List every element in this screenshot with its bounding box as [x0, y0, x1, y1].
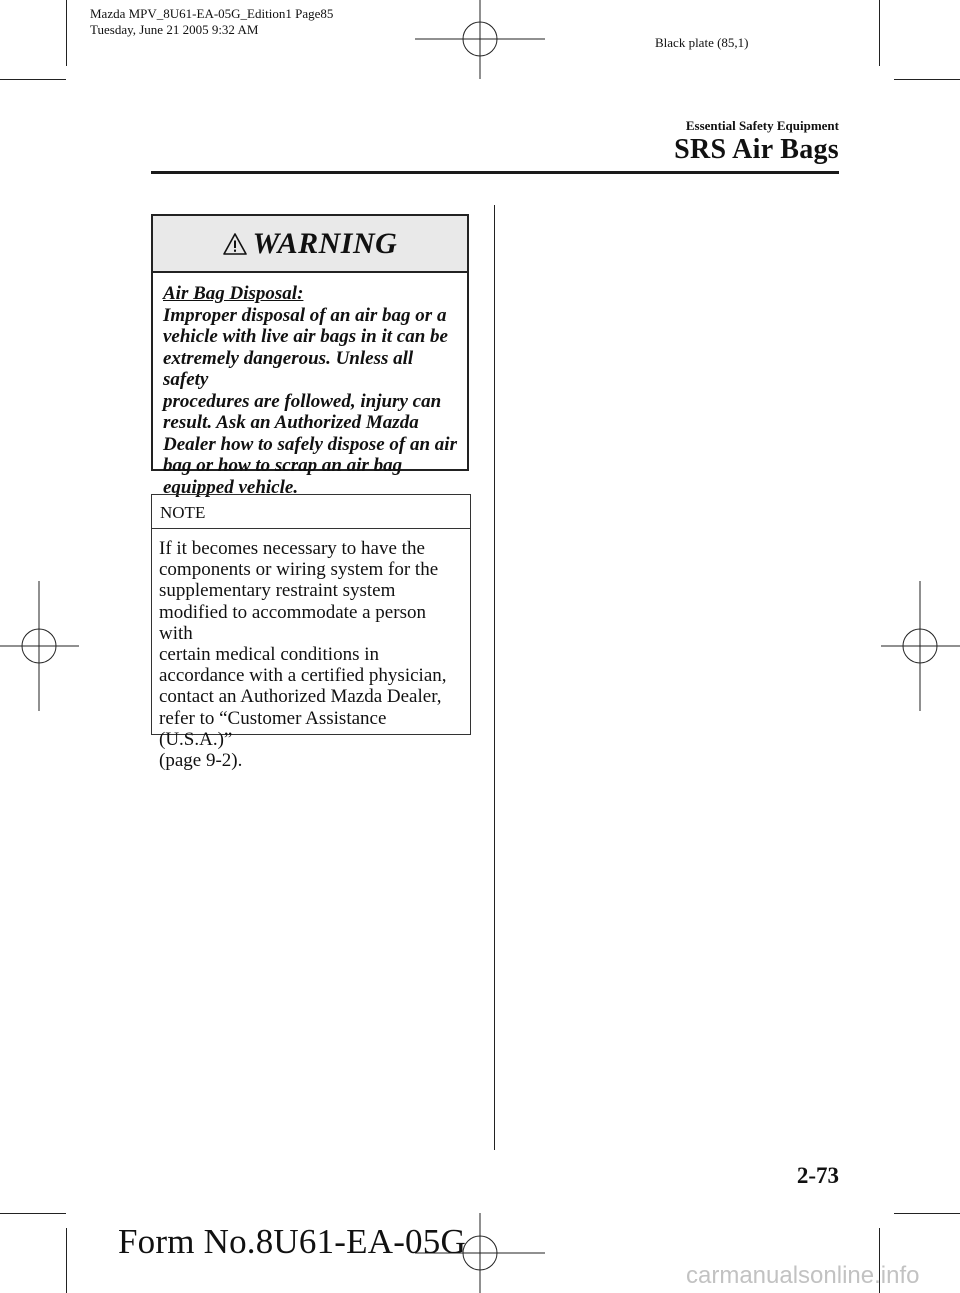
note-body — [152, 529, 470, 771]
note-line: refer to “Customer Assistance (U.S.A.)” — [159, 707, 387, 750]
note-box — [151, 494, 471, 772]
warning-line: extremely dangerous. Unless all safety — [163, 347, 414, 390]
header-rule — [151, 171, 839, 174]
warning-body — [153, 273, 467, 498]
section-title: SRS Air Bags — [674, 134, 839, 165]
warning-line: procedures are followed, injury can — [163, 390, 442, 412]
note-line: modified to accommodate a person with — [159, 601, 426, 644]
note-line: components or wiring system for the — [159, 559, 439, 581]
warning-line: bag or how to scrap an air bag — [163, 455, 403, 476]
warning-header — [153, 216, 467, 273]
warning-box — [151, 214, 469, 498]
print-date-info: Tuesday, June 21 2005 9:32 AM — [90, 22, 259, 37]
warning-line: vehicle with live air bags in it can be — [163, 326, 448, 347]
warning-subtitle: Air Bag Disposal: — [163, 283, 304, 304]
note-line: supplementary restraint system — [159, 580, 396, 602]
watermark: carmanualsonline.info — [686, 1262, 920, 1289]
warning-line: Dealer how to safely dispose of an air — [163, 433, 457, 455]
note-title: NOTE — [152, 495, 470, 529]
page-number: 2-73 — [796, 1163, 839, 1188]
warning-triangle-icon — [223, 232, 247, 256]
note-line: accordance with a certified physician, — [159, 665, 447, 687]
plate-label: Black plate (85,1) — [655, 35, 749, 50]
column-divider — [494, 205, 495, 1150]
form-number: Form No.8U61-EA-05G — [118, 1222, 466, 1261]
note-line: (page 9-2). — [159, 750, 243, 772]
note-line: contact an Authorized Mazda Dealer, — [159, 686, 442, 708]
warning-line: equipped vehicle. — [163, 476, 299, 498]
print-file-info: Mazda MPV_8U61-EA-05G_Edition1 Page85 — [90, 6, 334, 21]
note-line: certain medical conditions in — [159, 644, 380, 666]
note-line: If it becomes necessary to have the — [159, 538, 425, 559]
warning-line: result. Ask an Authorized Mazda — [163, 412, 419, 433]
section-category: Essential Safety Equipment — [685, 118, 839, 133]
warning-line: Improper disposal of an air bag or a — [163, 304, 447, 326]
warning-title: WARNING — [252, 226, 398, 260]
